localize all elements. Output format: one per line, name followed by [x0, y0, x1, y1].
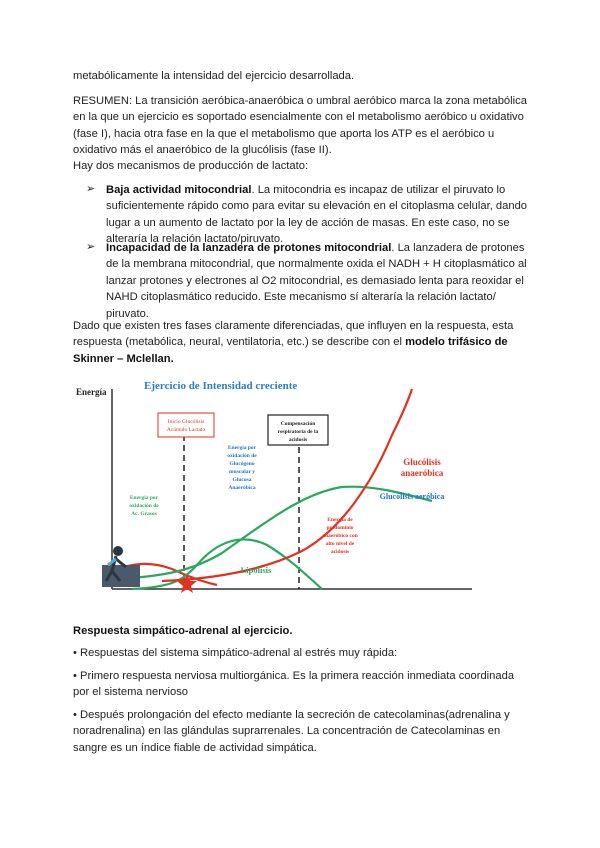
- bullet-proton-shuttle: [106, 240, 528, 322]
- runner-icon: [102, 546, 140, 587]
- aerobic-glycolysis-label: Glucólisis aeróbica: [379, 492, 445, 501]
- list-item: • Después prolongación del efecto mediante la secreción de catecolaminas(adrenalina y noradrenalina) en las glándulas suprarrenales. La concentración de Catecolaminas en sangre es un índice fiable de actividad simpática.: [73, 709, 510, 754]
- mechanisms-intro: Hay dos mecanismos de producción de lactato:: [73, 160, 309, 172]
- anaerobic-glycolysis-label: Glucólisis: [403, 457, 441, 467]
- arrow-bullet-icon: ➢: [86, 241, 96, 253]
- list-item: • Respuestas del sistema simpático-adrenal al estrés muy rápida:: [73, 647, 398, 659]
- summary-paragraph: RESUMEN: La transición aeróbica-anaeróbica o umbral aeróbico marca la zona metabólica en la que un ejercicio es soportado esencialmente con el metabolismo aeróbico u oxidativo (fase I), hacia otra fase en la que el metabolismo que aporta los ATP es el aeróbico u oxidativo más el anaeróbico de la glucólisis (fase II).: [73, 95, 527, 157]
- bullet-mitochondrial: [106, 182, 528, 248]
- glycogen-note: Energía por: [227, 445, 257, 451]
- anaerobic-note: Energía de: [327, 517, 353, 523]
- lactate-threshold-figure: [72, 375, 472, 595]
- bullet-text: . La lanzadera de protones de la membrana mitocondrial, que normalmente oxida el NADH + H citoplasmático al lanzar protones y electrones al O2 mitocondrial, es demasiado lenta para reoxidar el NAHD citoplasmático reducido. Este mecanismo sí alteraría la relación lactato/ piruvato.: [106, 242, 527, 320]
- bullet-title: Baja actividad mitocondrial: [106, 184, 252, 196]
- fatty-acid-note: Energía por: [129, 495, 159, 501]
- arrow-bullet-icon: ➢: [86, 183, 96, 195]
- glycogen-note: Glucógeno: [229, 461, 255, 467]
- section-heading: Respuesta simpático-adrenal al ejercicio.: [73, 625, 293, 637]
- anaerobic-note: anaeróbico con: [322, 533, 358, 539]
- glycogen-note: Anaeróbica: [228, 485, 256, 491]
- fatty-acid-note: Ac. Grasos: [131, 511, 157, 517]
- glycolysis-start-box: [158, 413, 214, 437]
- model-text: Dado que existen tres fases claramente diferenciadas, que influyen en la respuesta, esta respuesta (metabólica, neural, ventilatoria, etc.) se describe con el: [73, 320, 514, 349]
- fatty-acid-note: oxidación de: [129, 503, 159, 509]
- list-item: • Primero respuesta nerviosa multiorgánica. Es la primera reacción inmediata coordinada por el sistema nervioso: [73, 670, 515, 699]
- bullet-title: Incapacidad de la lanzadera de protones mitocondrial: [106, 242, 392, 254]
- anaerobic-note: acidosis: [330, 549, 350, 555]
- box2-line: acidosis: [288, 437, 308, 443]
- lipolysis-curve: [132, 539, 322, 589]
- anaerobic-note: alto nivel de: [325, 541, 355, 547]
- bullet-text: . La mitocondria es incapaz de utilizar el piruvato lo suficientemente rápido como para evitar su elevación en el citoplasma celular, dando lugar a un aumento de lactato por la ley de acción de masas. En este caso, no se alteraría la relación lactato/piruvato.: [106, 184, 528, 246]
- box1-line: Acúmulo Lactato: [166, 427, 206, 433]
- model-paragraph: [73, 318, 528, 367]
- y-axis-label: Energía: [76, 387, 107, 397]
- paragraph-continuation: metabólicamente la intensidad del ejercicio desarrollada.: [73, 70, 355, 82]
- lipolysis-label: Lipólisis: [240, 565, 272, 575]
- box2-line: Compensación: [280, 421, 316, 427]
- glycogen-note: Glucosa: [232, 477, 252, 483]
- anaerobic-note: predominio: [326, 525, 354, 531]
- anaerobic-glycolysis-label: anaeróbica: [400, 468, 444, 478]
- box2-line: respiratoria de la: [277, 429, 319, 435]
- glycogen-note: muscular y: [228, 469, 256, 475]
- glycogen-note: oxidación de: [227, 453, 257, 459]
- model-name: modelo trifásico de Skinner – Mclellan.: [73, 336, 508, 365]
- figure-title: Ejercicio de Intensidad creciente: [144, 380, 298, 392]
- box1-line: Inicio Glucólisis: [167, 419, 205, 425]
